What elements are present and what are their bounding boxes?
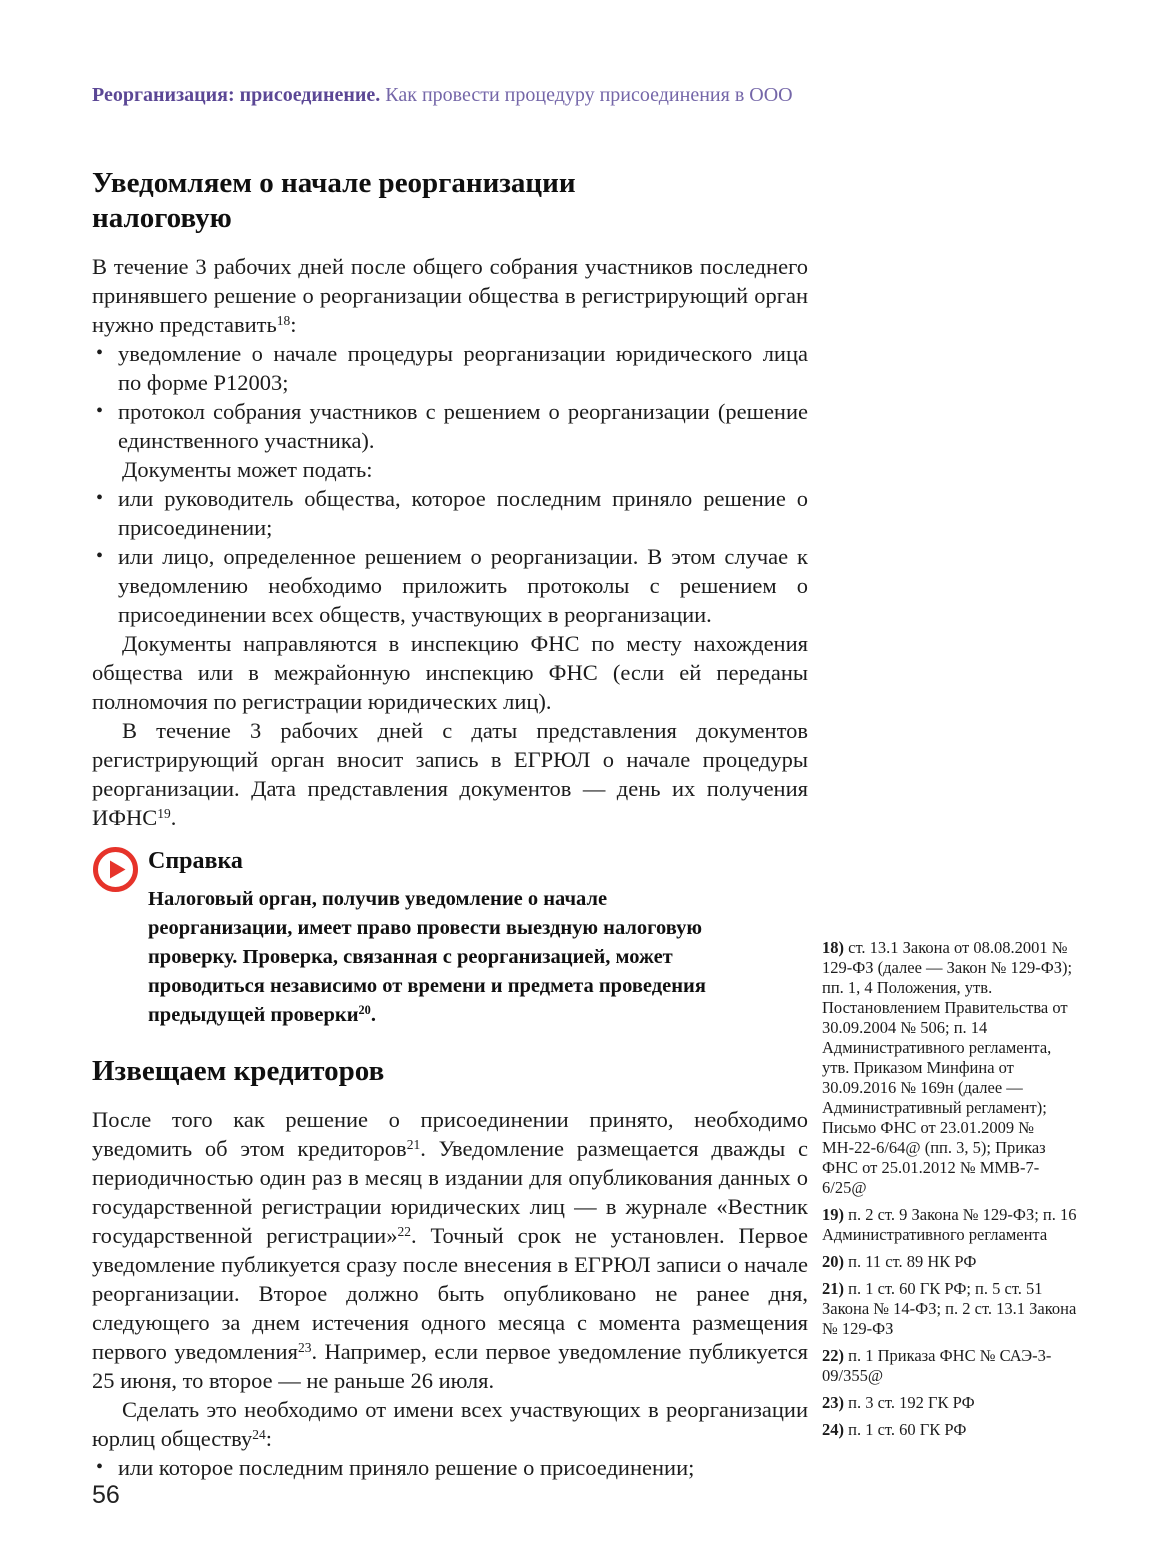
paragraph: Документы направляются в инспекцию ФНС по месту нахождения общества или в межрайонную инспекцию ФНС (если ей переданы полномочия по регистрации юридических лиц). (92, 631, 808, 714)
callout-body (148, 848, 748, 1030)
footnote-text: п. 1 Приказа ФНС № САЭ-3-09/355@ (822, 1346, 1052, 1385)
bullet-item: • или лицо, определенное решением о реорганизации. В этом случае к уведомлению необходимо приложить протоколы с решением о присоединении всех обществ, участвующих в реорганизации. (92, 542, 808, 629)
callout-title: Справка (148, 848, 243, 874)
callout-text: Налоговый орган, получив уведомление о начале реорганизации, имеет право провести выездную налоговую проверку. Проверка, связанная с реорганизацией, может проводиться независимо от времени и предмета проведения предыдущей проверки$^{20}$. (148, 888, 706, 1026)
footnote-ref: 18 (276, 312, 291, 328)
footnote-text: п. 11 ст. 89 НК РФ (844, 1252, 977, 1271)
footnote-ref: 24 (252, 1426, 266, 1442)
paragraph: Сделать это необходимо от имени всех участвующих в реорганизации юрлиц обществу$^{24}$: (92, 1397, 808, 1451)
section-heading-notify-tax: Уведомляем о начале реорганизации налоговую (92, 167, 576, 234)
footnote-text: ст. 13.1 Закона от 08.08.2001 № 129-ФЗ (далее — Закон № 129-ФЗ); пп. 1, 4 Положения, утв. Постановлением Правительства от 30.09.2004 № 506; п. 14 Административного регламента, утв. Приказом Минфина от 30.09.2016 № 169н (далее — Административный регламент); Письмо ФНС от 23.01.2009 № МН-22-6/64@ (пп. 3, 5); Приказ ФНС от 25.01.2012 № ММВ-7-6/25@ (822, 938, 1073, 1197)
footnote-ref: 23 (297, 1339, 312, 1355)
footnote-number: 21) (822, 1279, 844, 1298)
footnote-number: 23) (822, 1393, 844, 1412)
footnote-number: 22) (822, 1346, 844, 1365)
footnote-text: п. 2 ст. 9 Закона № 129-ФЗ; п. 16 Административного регламента (822, 1205, 1077, 1244)
footnote-ref: 19 (157, 805, 171, 821)
footnote-number: 19) (822, 1205, 844, 1224)
footnote-text: п. 3 ст. 192 ГК РФ (844, 1393, 975, 1412)
paragraph: Документы может подать: (122, 457, 373, 482)
running-head-topic: Реорганизация: присоединение. (92, 84, 381, 106)
paragraph: После того как решение о присоединении принято, необходимо уведомить об этом кредиторов$^{21}$. Уведомление размещается дважды с периодичностью один раз в месяц в издании для опубликования данных о государственной регистрации юридических лиц — в журнале «Вестник государственной регистрации»$^{22}$. Точный срок не установлен. Первое уведомление публикуется сразу после внесения в ЕГРЮЛ записи о начале реорганизации. Второе должно быть опубликовано не ранее дня, следующего за днем истечения одного месяца с момента размещения первого уведомления$^{23}$. Например, если первое уведомление публикуется 25 июня, то второе — не раньше 26 июля. (92, 1107, 808, 1393)
paragraph: В течение 3 рабочих дней после общего собрания участников последнего принявшего решение о реорганизации общества в регистрирующий орган нужно представить$^{18}$: (92, 254, 808, 337)
footnote-18 (822, 938, 1080, 1198)
bullet-item: • или которое последним приняло решение о присоединении; (92, 1453, 808, 1482)
bullet-item: • протокол собрания участников с решением о реорганизации (решение единственного участника). (92, 397, 808, 455)
running-head-subtitle: Как провести процедуру присоединения в ООО (380, 84, 793, 106)
footnote-text: п. 1 ст. 60 ГК РФ (844, 1420, 967, 1439)
footnote-ref: 22 (397, 1223, 411, 1239)
bullet-item: • или руководитель общества, которое последним приняло решение о присоединении; (92, 484, 808, 542)
footnote-23 (822, 1393, 1080, 1413)
footnote-20 (822, 1252, 1080, 1272)
section-heading-notify-creditors: Извещаем кредиторов (92, 1055, 385, 1087)
reference-callout (92, 848, 808, 1030)
footnote-19 (822, 1205, 1080, 1245)
footnote-number: 20) (822, 1252, 844, 1271)
footnotes-sidebar (822, 938, 1080, 1447)
footnote-number: 18) (822, 938, 844, 957)
footnote-number: 24) (822, 1420, 844, 1439)
footnote-22 (822, 1346, 1080, 1386)
running-head (92, 84, 793, 107)
page-number: 56 (92, 1481, 120, 1509)
footnote-21 (822, 1279, 1080, 1339)
footnote-ref: 20 (358, 1003, 371, 1018)
footnote-ref: 21 (406, 1136, 421, 1152)
main-text-column (92, 166, 808, 1482)
footnote-text: п. 1 ст. 60 ГК РФ; п. 5 ст. 51 Закона № 14-ФЗ; п. 2 ст. 13.1 Закона № 129-ФЗ (822, 1279, 1077, 1338)
bullet-item: • уведомление о начале процедуры реорганизации юридического лица по форме Р12003; (92, 339, 808, 397)
paragraph: В течение 3 рабочих дней с даты представления документов регистрирующий орган вносит запись в ЕГРЮЛ о начале процедуры реорганизации. Дата представления документов — день их получения ИФНС$^{19}$. (92, 718, 808, 830)
play-circle-icon (92, 846, 139, 1030)
footnote-24 (822, 1420, 1080, 1440)
